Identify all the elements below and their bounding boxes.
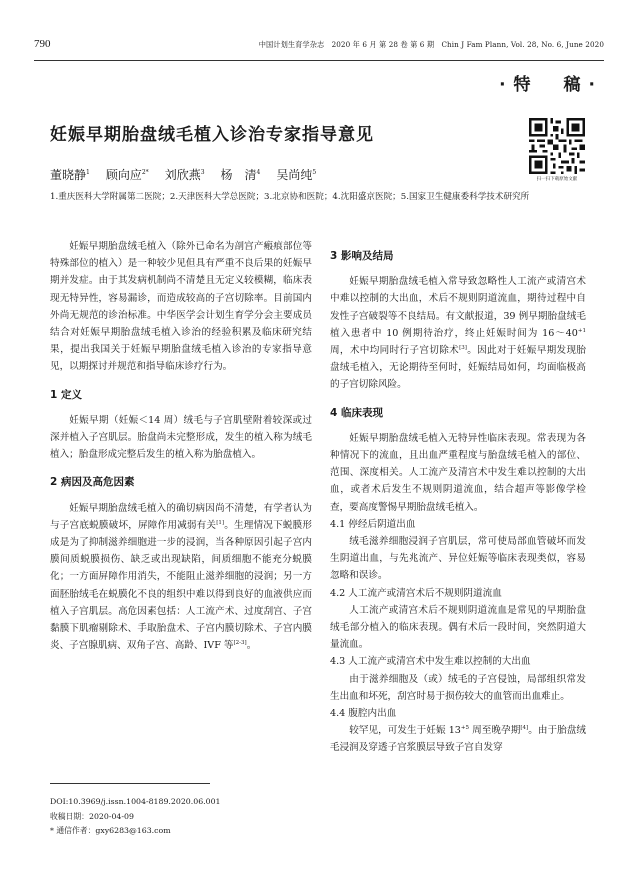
author-list (50, 166, 332, 183)
author: 董晓静$^1$ (50, 168, 90, 182)
subsection-heading: 4.4 腹腔内出血 (330, 708, 397, 720)
left-column (50, 238, 312, 654)
section-heading-definition: 1 定义 (50, 388, 82, 401)
citation-ref[interactable]: [1] (216, 519, 225, 526)
subsection-heading: 4.3 人工流产或清宫术中发生难以控制的大出血 (330, 656, 531, 668)
outcome-paragraph: 妊娠早期胎盘绒毛植入常导致忽略性人工流产或清宫术中难以控制的大出血，术后不规则阴道流血，期待过程中自发性子宫破裂等不良结局。有文献报道，39 例早期胎盘绒毛植入患者中 10 例期待治疗，终止妊娠时间为 $16\sim 40^{+1}$ 周，术中均同时行子宫切除术[3]。因此对于妊娠早期发现胎盘绒毛植入，无论期待至何时，妊娠结局如何，均面临极高的子宫切除风险。 (330, 276, 587, 391)
author: 吴尚纯$^5$ (276, 168, 317, 182)
article-title: 妊娠早期胎盘绒毛植入诊治专家指导意见 (50, 125, 374, 145)
citation-ref[interactable]: [2-3] (233, 640, 247, 647)
author: 顾向应$^{2*}$ (105, 168, 149, 182)
subsection-paragraph: 由于滋养细胞及（或）绒毛的子宫侵蚀，局部组织常发生出血和坏死，刮宫时易于损伤较大的血管而出血难止。 (330, 673, 586, 702)
footnote-rule (50, 783, 210, 784)
received-date: 收稿日期：2020-04-09 (50, 811, 134, 821)
corresponding-author: * 通信作者：gxy6283@163.com (50, 826, 171, 835)
article-type-label: ·特 稿· (499, 75, 603, 95)
author: 杨 清$^4$ (220, 168, 261, 182)
page-number: 790 (34, 38, 51, 50)
section-heading-clinical: 4 临床表现 (330, 406, 383, 419)
qr-code-icon (529, 118, 585, 174)
section-heading-etiology: 2 病因及高危因素 (50, 476, 135, 489)
subsection-paragraph: 人工流产或清宫术后不规则阴道流血是常见的早期胎盘绒毛部分植入的临床表现。偶有术后一段时间，突然阴道大量流血。 (330, 604, 586, 651)
qr-caption: 扫一扫下载原始文献 (536, 177, 578, 182)
citation-ref[interactable]: [3] (459, 344, 467, 351)
definition-paragraph: 妊娠早期（妊娠＜14 周）绒毛与子宫肌壁附着较深或过深并植入子宫肌层。胎盘尚未完整形成，发生的植入称为绒毛植入；胎盘形成完整后发生的植入称为胎盘植入。 (50, 414, 312, 461)
etiology-paragraph: 妊娠早期胎盘绒毛植入的确切病因尚不清楚，有学者认为与子宫底蜕膜破坏，屏障作用减弱有关[1]。生理情况下蜕膜形成是为了抑制滋养细胞进一步的浸润，当各种原因引起子宫内膜间质蜕膜损伤、缺乏或出现缺陷，间质细胞不能充分蜕膜化；一方面屏障作用消失，不能阻止滋养细胞的浸润；另一方面胚胎绒毛在蜕膜化不良的组织中难以得到良好的血液供应而植入子宫肌层。高危因素包括：人工流产术、过度刮宫、子宫黏膜下肌瘤剔除术、手取胎盘术、子宫内膜切除术、子宫内膜炎、子宫腺肌病、双角子宫、高龄、IVF 等[2-3]。 (50, 502, 313, 652)
author: 刘欣燕$^3$ (164, 168, 205, 182)
subsection-heading: 4.2 人工流产或清宫术后不规则阴道流血 (330, 587, 502, 599)
header-rule (34, 60, 604, 61)
section-heading-outcome: 3 影响及结局 (330, 250, 394, 262)
footnotes (50, 795, 221, 839)
subsection-paragraph: 较罕见，可发生于妊娠 $13^{+5}$ 周至晚孕期[4]。由于胎盘绒毛浸润及穿透子宫浆膜层导致子宫自发穿 (330, 725, 586, 754)
subsection-heading: 4.1 停经后阴道出血 (330, 518, 416, 530)
right-column (330, 248, 586, 757)
doi-line: DOI:10.3969/j.issn.1004-8189.2020.06.001 (50, 797, 221, 806)
journal-citation: 中国计划生育学杂志 2020 年 6 月 第 28 卷 第 6 期 Chin J Fam Plann, Vol. 28, No. 6, June 2020 (258, 40, 604, 49)
citation-ref[interactable]: [4] (520, 725, 529, 732)
subsection-paragraph: 绒毛滋养细胞浸润子宫肌层，常可使局部血管破坏而发生阴道出血，与先兆流产、异位妊娠等临床表现类似，容易忽略和误诊。 (330, 536, 586, 582)
intro-paragraph: 妊娠早期胎盘绒毛植入（除外已命名为剖宫产瘢痕部位等特殊部位的植入）是一种较少见但具有严重不良后果的妊娠早期并发症。由于其发病机制尚不清楚且无定义较模糊，临床表现无特异性，容易漏诊，而造成较高的子宫切除率。目前国内外尚无规范的诊治标准。中华医学会计划生育学分会主要成员结合对妊娠早期胎盘绒毛植入诊治的经验积累及临床研究结果，提出我国关于妊娠早期胎盘绒毛植入诊治的专家指导意见，以期探讨并规范和指导临床诊疗行为。 (50, 241, 312, 373)
affiliations: 1.重庆医科大学附属第二医院；2.天津医科大学总医院；3.北京协和医院；4.沈阳盛京医院；5.国家卫生健康委科学技术研究所 (50, 192, 530, 202)
clinical-paragraph: 妊娠早期胎盘绒毛植入无特异性临床表现。常表现为各种情况下的流血，且出血严重程度与胎盘绒毛植入的部位、范围、深度相关。人工流产及清宫术中发生难以控制的大出血，或者术后发生不规则阴道流血，结合超声等影像学检查，要高度警惕早期胎盘绒毛植入。 (330, 432, 586, 513)
running-header (34, 38, 604, 56)
